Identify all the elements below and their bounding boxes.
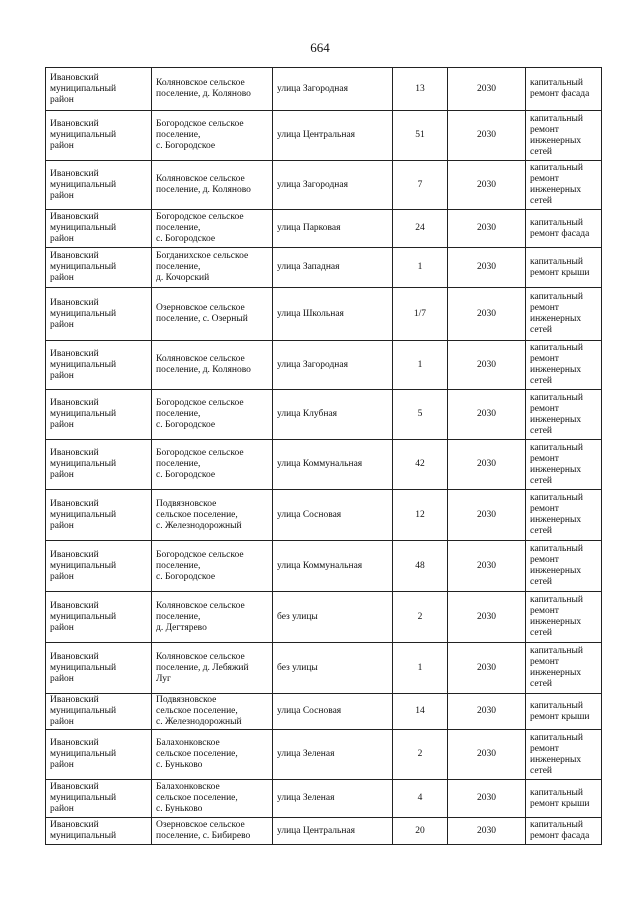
housing-repair-table [45, 67, 602, 845]
house-number-cell: 4 [393, 780, 448, 818]
work-type-cell: капитальный ремонт инженерных сетей [526, 390, 602, 440]
settlement-cell: Богородское сельское поселение, с. Богородское [152, 210, 273, 248]
table-row [46, 440, 602, 490]
settlement-cell: Коляновское сельское поселение, д. Коляново [152, 341, 273, 390]
house-number-cell: 14 [393, 694, 448, 730]
work-type-cell: капитальный ремонт инженерных сетей [526, 541, 602, 592]
table-row [46, 490, 602, 541]
table-row [46, 730, 602, 780]
street-cell: улица Парковая [273, 210, 393, 248]
work-type-cell: капитальный ремонт крыши [526, 248, 602, 288]
street-cell: улица Загородная [273, 161, 393, 210]
work-type-cell: капитальный ремонт крыши [526, 780, 602, 818]
page-number: 664 [310, 40, 330, 55]
work-type-cell: капитальный ремонт инженерных сетей [526, 643, 602, 694]
year-cell: 2030 [448, 694, 526, 730]
street-cell: улица Коммунальная [273, 440, 393, 490]
work-type-cell: капитальный ремонт инженерных сетей [526, 730, 602, 780]
house-number-cell: 1/7 [393, 288, 448, 341]
work-type-cell: капитальный ремонт инженерных сетей [526, 111, 602, 161]
table-row [46, 694, 602, 730]
table-row [46, 390, 602, 440]
house-number-cell: 1 [393, 341, 448, 390]
settlement-cell: Богородское сельское поселение, с. Богородское [152, 541, 273, 592]
street-cell: улица Загородная [273, 341, 393, 390]
house-number-cell: 7 [393, 161, 448, 210]
district-cell: Ивановский муниципальный район [46, 248, 152, 288]
house-number-cell: 12 [393, 490, 448, 541]
house-number-cell: 51 [393, 111, 448, 161]
district-cell: Ивановский муниципальный [46, 818, 152, 845]
house-number-cell: 42 [393, 440, 448, 490]
street-cell: улица Центральная [273, 818, 393, 845]
street-cell: без улицы [273, 592, 393, 643]
year-cell: 2030 [448, 541, 526, 592]
settlement-cell: Богородское сельское поселение, с. Богородское [152, 111, 273, 161]
house-number-cell: 24 [393, 210, 448, 248]
settlement-cell: Коляновское сельское поселение, д. Коляново [152, 161, 273, 210]
district-cell: Ивановский муниципальный район [46, 161, 152, 210]
street-cell: улица Западная [273, 248, 393, 288]
year-cell: 2030 [448, 288, 526, 341]
work-type-cell: капитальный ремонт фасада [526, 68, 602, 111]
work-type-cell: капитальный ремонт крыши [526, 694, 602, 730]
district-cell: Ивановский муниципальный район [46, 440, 152, 490]
table-row [46, 111, 602, 161]
work-type-cell: капитальный ремонт фасада [526, 210, 602, 248]
house-number-cell: 48 [393, 541, 448, 592]
settlement-cell: Коляновское сельское поселение, д. Коляново [152, 68, 273, 111]
house-number-cell: 2 [393, 730, 448, 780]
work-type-cell: капитальный ремонт инженерных сетей [526, 161, 602, 210]
street-cell: улица Школьная [273, 288, 393, 341]
year-cell: 2030 [448, 390, 526, 440]
work-type-cell: капитальный ремонт инженерных сетей [526, 592, 602, 643]
street-cell: улица Коммунальная [273, 541, 393, 592]
district-cell: Ивановский муниципальный район [46, 541, 152, 592]
year-cell: 2030 [448, 248, 526, 288]
work-type-cell: капитальный ремонт фасада [526, 818, 602, 845]
table-row [46, 341, 602, 390]
table-row [46, 780, 602, 818]
street-cell: улица Сосновая [273, 694, 393, 730]
settlement-cell: Коляновское сельское поселение, д. Лебяжий Луг [152, 643, 273, 694]
year-cell: 2030 [448, 592, 526, 643]
street-cell: улица Зеленая [273, 780, 393, 818]
street-cell: улица Сосновая [273, 490, 393, 541]
district-cell: Ивановский муниципальный район [46, 210, 152, 248]
house-number-cell: 20 [393, 818, 448, 845]
table-body [46, 68, 602, 845]
settlement-cell: Озерновское сельское поселение, с. Бибирево [152, 818, 273, 845]
year-cell: 2030 [448, 111, 526, 161]
year-cell: 2030 [448, 780, 526, 818]
district-cell: Ивановский муниципальный район [46, 390, 152, 440]
work-type-cell: капитальный ремонт инженерных сетей [526, 490, 602, 541]
year-cell: 2030 [448, 818, 526, 845]
house-number-cell: 13 [393, 68, 448, 111]
settlement-cell: Богородское сельское поселение, с. Богородское [152, 440, 273, 490]
district-cell: Ивановский муниципальный район [46, 730, 152, 780]
district-cell: Ивановский муниципальный район [46, 780, 152, 818]
settlement-cell: Озерновское сельское поселение, с. Озерный [152, 288, 273, 341]
work-type-cell: капитальный ремонт инженерных сетей [526, 288, 602, 341]
district-cell: Ивановский муниципальный район [46, 490, 152, 541]
table-row [46, 68, 602, 111]
year-cell: 2030 [448, 730, 526, 780]
table-row [46, 643, 602, 694]
table-row [46, 818, 602, 845]
district-cell: Ивановский муниципальный район [46, 643, 152, 694]
year-cell: 2030 [448, 161, 526, 210]
table-row [46, 541, 602, 592]
settlement-cell: Богородское сельское поселение, с. Богородское [152, 390, 273, 440]
year-cell: 2030 [448, 440, 526, 490]
year-cell: 2030 [448, 210, 526, 248]
settlement-cell: Балахонковское сельское поселение, с. Буньково [152, 780, 273, 818]
year-cell: 2030 [448, 68, 526, 111]
settlement-cell: Подвязновское сельское поселение, с. Железнодорожный [152, 490, 273, 541]
settlement-cell: Коляновское сельское поселение, д. Дегтярево [152, 592, 273, 643]
district-cell: Ивановский муниципальный район [46, 341, 152, 390]
house-number-cell: 1 [393, 248, 448, 288]
house-number-cell: 2 [393, 592, 448, 643]
work-type-cell: капитальный ремонт инженерных сетей [526, 341, 602, 390]
district-cell: Ивановский муниципальный район [46, 288, 152, 341]
table-row [46, 248, 602, 288]
year-cell: 2030 [448, 490, 526, 541]
work-type-cell: капитальный ремонт инженерных сетей [526, 440, 602, 490]
street-cell: улица Центральная [273, 111, 393, 161]
district-cell: Ивановский муниципальный район [46, 111, 152, 161]
table-row [46, 210, 602, 248]
house-number-cell: 1 [393, 643, 448, 694]
district-cell: Ивановский муниципальный район [46, 592, 152, 643]
district-cell: Ивановский муниципальный район [46, 68, 152, 111]
table-row [46, 161, 602, 210]
house-number-cell: 5 [393, 390, 448, 440]
year-cell: 2030 [448, 643, 526, 694]
table-row [46, 592, 602, 643]
table-row [46, 288, 602, 341]
district-cell: Ивановский муниципальный район [46, 694, 152, 730]
street-cell: улица Зеленая [273, 730, 393, 780]
year-cell: 2030 [448, 341, 526, 390]
settlement-cell: Подвязновское сельское поселение, с. Железнодорожный [152, 694, 273, 730]
settlement-cell: Богданихское сельское поселение, д. Кочорский [152, 248, 273, 288]
street-cell: без улицы [273, 643, 393, 694]
settlement-cell: Балахонковское сельское поселение, с. Буньково [152, 730, 273, 780]
street-cell: улица Клубная [273, 390, 393, 440]
street-cell: улица Загородная [273, 68, 393, 111]
